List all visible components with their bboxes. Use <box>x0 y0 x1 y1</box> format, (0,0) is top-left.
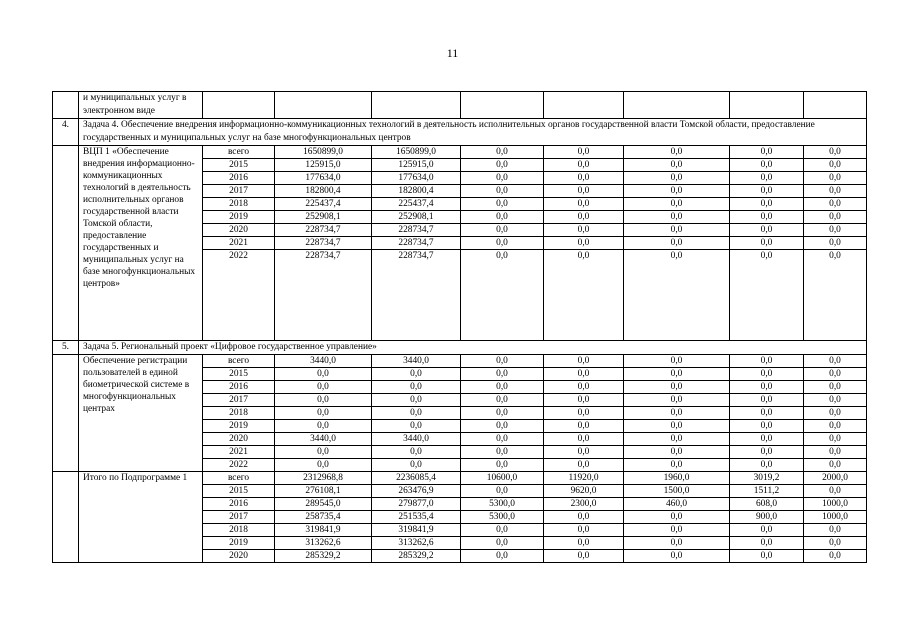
value-cell: 0,0 <box>624 459 730 472</box>
value-cell: 0,0 <box>461 407 544 420</box>
value-cell: 182800,4 <box>275 185 372 198</box>
value-cell: 0,0 <box>372 368 461 381</box>
value-cell: 0,0 <box>804 146 867 159</box>
value-cell: 0,0 <box>730 185 804 198</box>
value-cell: 0,0 <box>804 355 867 368</box>
value-cell: 10600,0 <box>461 472 544 485</box>
year-cell: 2018 <box>203 524 275 537</box>
value-cell: 0,0 <box>624 550 730 563</box>
value-cell: 0,0 <box>730 524 804 537</box>
value-cell: 0,0 <box>624 198 730 211</box>
value-cell: 177634,0 <box>372 172 461 185</box>
value-cell: 0,0 <box>544 433 624 446</box>
value-cell: 319841,9 <box>372 524 461 537</box>
value-cell: 0,0 <box>461 394 544 407</box>
value-cell: 0,0 <box>275 394 372 407</box>
task-row <box>53 119 867 146</box>
year-cell: 2020 <box>203 433 275 446</box>
value-cell: 228734,7 <box>275 250 372 341</box>
value-cell: 279877,0 <box>372 498 461 511</box>
value-cell: 2236085,4 <box>372 472 461 485</box>
value-cell: 0,0 <box>804 198 867 211</box>
value-cell: 0,0 <box>624 172 730 185</box>
value-cell: 125915,0 <box>372 159 461 172</box>
value-cell: 228734,7 <box>372 237 461 250</box>
value-cell: 258735,4 <box>275 511 372 524</box>
task-title-cell: Задача 5. Региональный проект «Цифровое государственное управление» <box>79 341 867 355</box>
value-cell: 0,0 <box>730 224 804 237</box>
value-cell: 0,0 <box>624 185 730 198</box>
table-row <box>53 472 867 485</box>
value-cell: 2312968,8 <box>275 472 372 485</box>
value-cell: 319841,9 <box>275 524 372 537</box>
value-cell: 0,0 <box>804 550 867 563</box>
year-cell: 2022 <box>203 459 275 472</box>
value-cell: 0,0 <box>544 146 624 159</box>
value-cell: 0,0 <box>275 420 372 433</box>
value-cell: 0,0 <box>730 394 804 407</box>
value-cell: 3440,0 <box>275 355 372 368</box>
value-cell: 0,0 <box>461 524 544 537</box>
value-cell: 0,0 <box>544 446 624 459</box>
value-cell: 0,0 <box>461 368 544 381</box>
value-cell: 1511,2 <box>730 485 804 498</box>
value-cell: 0,0 <box>624 250 730 341</box>
value-cell: 0,0 <box>544 250 624 341</box>
value-cell: 0,0 <box>372 381 461 394</box>
value-cell: 460,0 <box>624 498 730 511</box>
value-cell: 0,0 <box>730 355 804 368</box>
value-cell: 0,0 <box>461 355 544 368</box>
value-cell: 313262,6 <box>275 537 372 550</box>
year-cell: 2015 <box>203 368 275 381</box>
value-cell: 228734,7 <box>372 224 461 237</box>
task-number-cell: 4. <box>53 119 79 146</box>
value-cell: 225437,4 <box>372 198 461 211</box>
value-cell: 0,0 <box>544 511 624 524</box>
value-cell: 0,0 <box>544 185 624 198</box>
value-cell: 0,0 <box>461 237 544 250</box>
table-row <box>53 355 867 368</box>
value-cell: 0,0 <box>544 211 624 224</box>
value-cell: 0,0 <box>804 159 867 172</box>
value-cell: 0,0 <box>544 355 624 368</box>
value-cell: 0,0 <box>804 420 867 433</box>
value-cell: 11920,0 <box>544 472 624 485</box>
value-cell: 3019,2 <box>730 472 804 485</box>
year-cell: 2021 <box>203 237 275 250</box>
year-cell: 2015 <box>203 485 275 498</box>
value-cell: 0,0 <box>624 237 730 250</box>
year-cell: всего <box>203 355 275 368</box>
row-name-cell: ВЦП 1 «Обеспечение внедрения информационно-коммуникационных технологий в деятельность исполнительных органов государственной власти Томской области, предоставление государственных и муниципальных услуг на базе многофункциональных центров» <box>79 146 203 341</box>
value-cell: 0,0 <box>461 381 544 394</box>
value-cell: 0,0 <box>461 198 544 211</box>
value-cell: 0,0 <box>804 237 867 250</box>
value-cell: 0,0 <box>624 537 730 550</box>
year-cell: 2018 <box>203 198 275 211</box>
year-cell: 2020 <box>203 224 275 237</box>
value-cell: 0,0 <box>804 185 867 198</box>
value-cell: 313262,6 <box>372 537 461 550</box>
year-cell: 2022 <box>203 250 275 341</box>
value-cell: 0,0 <box>624 446 730 459</box>
value-cell: 5300,0 <box>461 498 544 511</box>
value-cell: 0,0 <box>804 394 867 407</box>
value-cell: 0,0 <box>461 224 544 237</box>
value-cell: 0,0 <box>461 159 544 172</box>
year-cell: 2018 <box>203 407 275 420</box>
value-cell: 0,0 <box>461 550 544 563</box>
year-cell: 2017 <box>203 394 275 407</box>
value-cell: 276108,1 <box>275 485 372 498</box>
year-cell: 2019 <box>203 537 275 550</box>
value-cell: 0,0 <box>730 237 804 250</box>
table-body <box>53 92 867 563</box>
num-cell <box>53 92 79 119</box>
value-cell: 0,0 <box>730 433 804 446</box>
value-cell: 0,0 <box>275 368 372 381</box>
year-cell: 2021 <box>203 446 275 459</box>
value-cell: 0,0 <box>461 420 544 433</box>
value-cell: 0,0 <box>624 394 730 407</box>
value-cell: 0,0 <box>372 394 461 407</box>
value-cell: 0,0 <box>730 368 804 381</box>
value-cell: 0,0 <box>275 446 372 459</box>
value-cell: 0,0 <box>730 211 804 224</box>
task-number-cell: 5. <box>53 341 79 355</box>
value-cell: 0,0 <box>804 485 867 498</box>
value-cell: 0,0 <box>544 159 624 172</box>
value-cell: 0,0 <box>624 407 730 420</box>
value-cell: 1960,0 <box>624 472 730 485</box>
value-cell: 0,0 <box>624 355 730 368</box>
value-cell: 0,0 <box>730 146 804 159</box>
table-row <box>53 92 867 119</box>
year-cell: 2017 <box>203 511 275 524</box>
value-cell: 0,0 <box>804 524 867 537</box>
value-cell: 0,0 <box>544 237 624 250</box>
value-cell: 0,0 <box>730 550 804 563</box>
value-cell: 0,0 <box>544 224 624 237</box>
year-cell: 2020 <box>203 550 275 563</box>
value-cell: 225437,4 <box>275 198 372 211</box>
value-cell: 182800,4 <box>372 185 461 198</box>
row-name-cell: Обеспечение регистрации пользователей в единой биометрической системе в многофункциональных центрах <box>79 355 203 472</box>
year-cell: 2017 <box>203 185 275 198</box>
value-cell: 0,0 <box>544 394 624 407</box>
value-cell: 0,0 <box>730 537 804 550</box>
value-cell: 0,0 <box>804 224 867 237</box>
value-cell: 0,0 <box>544 198 624 211</box>
value-cell: 0,0 <box>544 537 624 550</box>
value-cell: 0,0 <box>544 459 624 472</box>
value-cell: 0,0 <box>461 537 544 550</box>
value-cell: 608,0 <box>730 498 804 511</box>
value-cell: 0,0 <box>624 511 730 524</box>
value-cell: 5300,0 <box>461 511 544 524</box>
value-cell: 125915,0 <box>275 159 372 172</box>
value-cell: 900,0 <box>730 511 804 524</box>
value-cell: 0,0 <box>730 198 804 211</box>
year-cell: 2019 <box>203 420 275 433</box>
value-cell: 0,0 <box>730 420 804 433</box>
value-cell: 3440,0 <box>275 433 372 446</box>
value-cell: 0,0 <box>461 185 544 198</box>
value-cell: 0,0 <box>730 172 804 185</box>
year-cell: 2019 <box>203 211 275 224</box>
value-cell: 0,0 <box>461 250 544 341</box>
row-number-cell <box>53 472 79 563</box>
value-cell: 0,0 <box>544 381 624 394</box>
value-cell: 0,0 <box>804 250 867 341</box>
row-number-cell <box>53 355 79 472</box>
value-cell: 0,0 <box>461 446 544 459</box>
value-cell: 0,0 <box>730 381 804 394</box>
value-cell: 0,0 <box>372 407 461 420</box>
value-cell: 0,0 <box>461 146 544 159</box>
value-cell: 0,0 <box>544 550 624 563</box>
table-row <box>53 146 867 159</box>
budget-table <box>52 91 867 563</box>
year-cell: 2016 <box>203 172 275 185</box>
value-cell: 0,0 <box>804 211 867 224</box>
value-cell: 0,0 <box>624 368 730 381</box>
value-cell: 1650899,0 <box>275 146 372 159</box>
value-cell: 1000,0 <box>804 511 867 524</box>
value-cell: 1650899,0 <box>372 146 461 159</box>
value-cell: 0,0 <box>372 459 461 472</box>
year-cell: всего <box>203 146 275 159</box>
row-name-cell: Итого по Подпрограмме 1 <box>79 472 203 563</box>
value-cell: 228734,7 <box>372 250 461 341</box>
value-cell: 0,0 <box>730 446 804 459</box>
value-cell: 285329,2 <box>372 550 461 563</box>
value-cell: 0,0 <box>275 459 372 472</box>
value-cell: 0,0 <box>461 211 544 224</box>
value-cell: 0,0 <box>624 211 730 224</box>
value-cell: 285329,2 <box>275 550 372 563</box>
year-cell: 2016 <box>203 381 275 394</box>
value-cell: 0,0 <box>804 368 867 381</box>
row-number-cell <box>53 146 79 341</box>
value-cell: 0,0 <box>544 524 624 537</box>
value-cell: 3440,0 <box>372 433 461 446</box>
value-cell: 289545,0 <box>275 498 372 511</box>
value-cell: 2300,0 <box>544 498 624 511</box>
value-cell: 228734,7 <box>275 237 372 250</box>
value-cell: 0,0 <box>461 172 544 185</box>
value-cell: 0,0 <box>372 446 461 459</box>
value-cell: 0,0 <box>461 485 544 498</box>
value-cell: 0,0 <box>804 446 867 459</box>
value-cell: 0,0 <box>804 537 867 550</box>
value-cell: 0,0 <box>275 407 372 420</box>
value-cell: 2000,0 <box>804 472 867 485</box>
header-fragment-cell: и муниципальных услуг в электронном виде <box>79 92 203 119</box>
value-cell: 0,0 <box>804 459 867 472</box>
value-cell: 0,0 <box>624 433 730 446</box>
value-cell: 228734,7 <box>275 224 372 237</box>
value-cell: 0,0 <box>544 420 624 433</box>
value-cell: 0,0 <box>544 407 624 420</box>
value-cell: 0,0 <box>544 172 624 185</box>
value-cell: 3440,0 <box>372 355 461 368</box>
value-cell: 177634,0 <box>275 172 372 185</box>
year-cell: всего <box>203 472 275 485</box>
value-cell: 0,0 <box>730 250 804 341</box>
value-cell: 9620,0 <box>544 485 624 498</box>
value-cell: 0,0 <box>461 433 544 446</box>
year-cell: 2015 <box>203 159 275 172</box>
value-cell: 0,0 <box>730 407 804 420</box>
value-cell: 0,0 <box>730 159 804 172</box>
task-title-cell: Задача 4. Обеспечение внедрения информационно-коммуникационных технологий в деятельность исполнительных органов государственной власти Томской области, предоставление государственных и муниципальных услуг на базе многофункциональных центров <box>79 119 867 146</box>
task-row <box>53 341 867 355</box>
value-cell: 0,0 <box>804 433 867 446</box>
value-cell: 0,0 <box>804 172 867 185</box>
value-cell: 263476,9 <box>372 485 461 498</box>
page-number: 11 <box>446 46 459 60</box>
value-cell: 251535,4 <box>372 511 461 524</box>
value-cell: 0,0 <box>624 381 730 394</box>
value-cell: 0,0 <box>624 224 730 237</box>
value-cell: 0,0 <box>624 524 730 537</box>
value-cell: 0,0 <box>544 368 624 381</box>
value-cell: 0,0 <box>624 146 730 159</box>
value-cell: 0,0 <box>730 459 804 472</box>
value-cell: 0,0 <box>624 420 730 433</box>
value-cell: 0,0 <box>461 459 544 472</box>
value-cell: 0,0 <box>275 381 372 394</box>
value-cell: 1500,0 <box>624 485 730 498</box>
value-cell: 0,0 <box>372 420 461 433</box>
value-cell: 0,0 <box>624 159 730 172</box>
value-cell: 1000,0 <box>804 498 867 511</box>
value-cell: 0,0 <box>804 407 867 420</box>
value-cell: 0,0 <box>804 381 867 394</box>
year-cell: 2016 <box>203 498 275 511</box>
value-cell: 252908,1 <box>372 211 461 224</box>
value-cell: 252908,1 <box>275 211 372 224</box>
